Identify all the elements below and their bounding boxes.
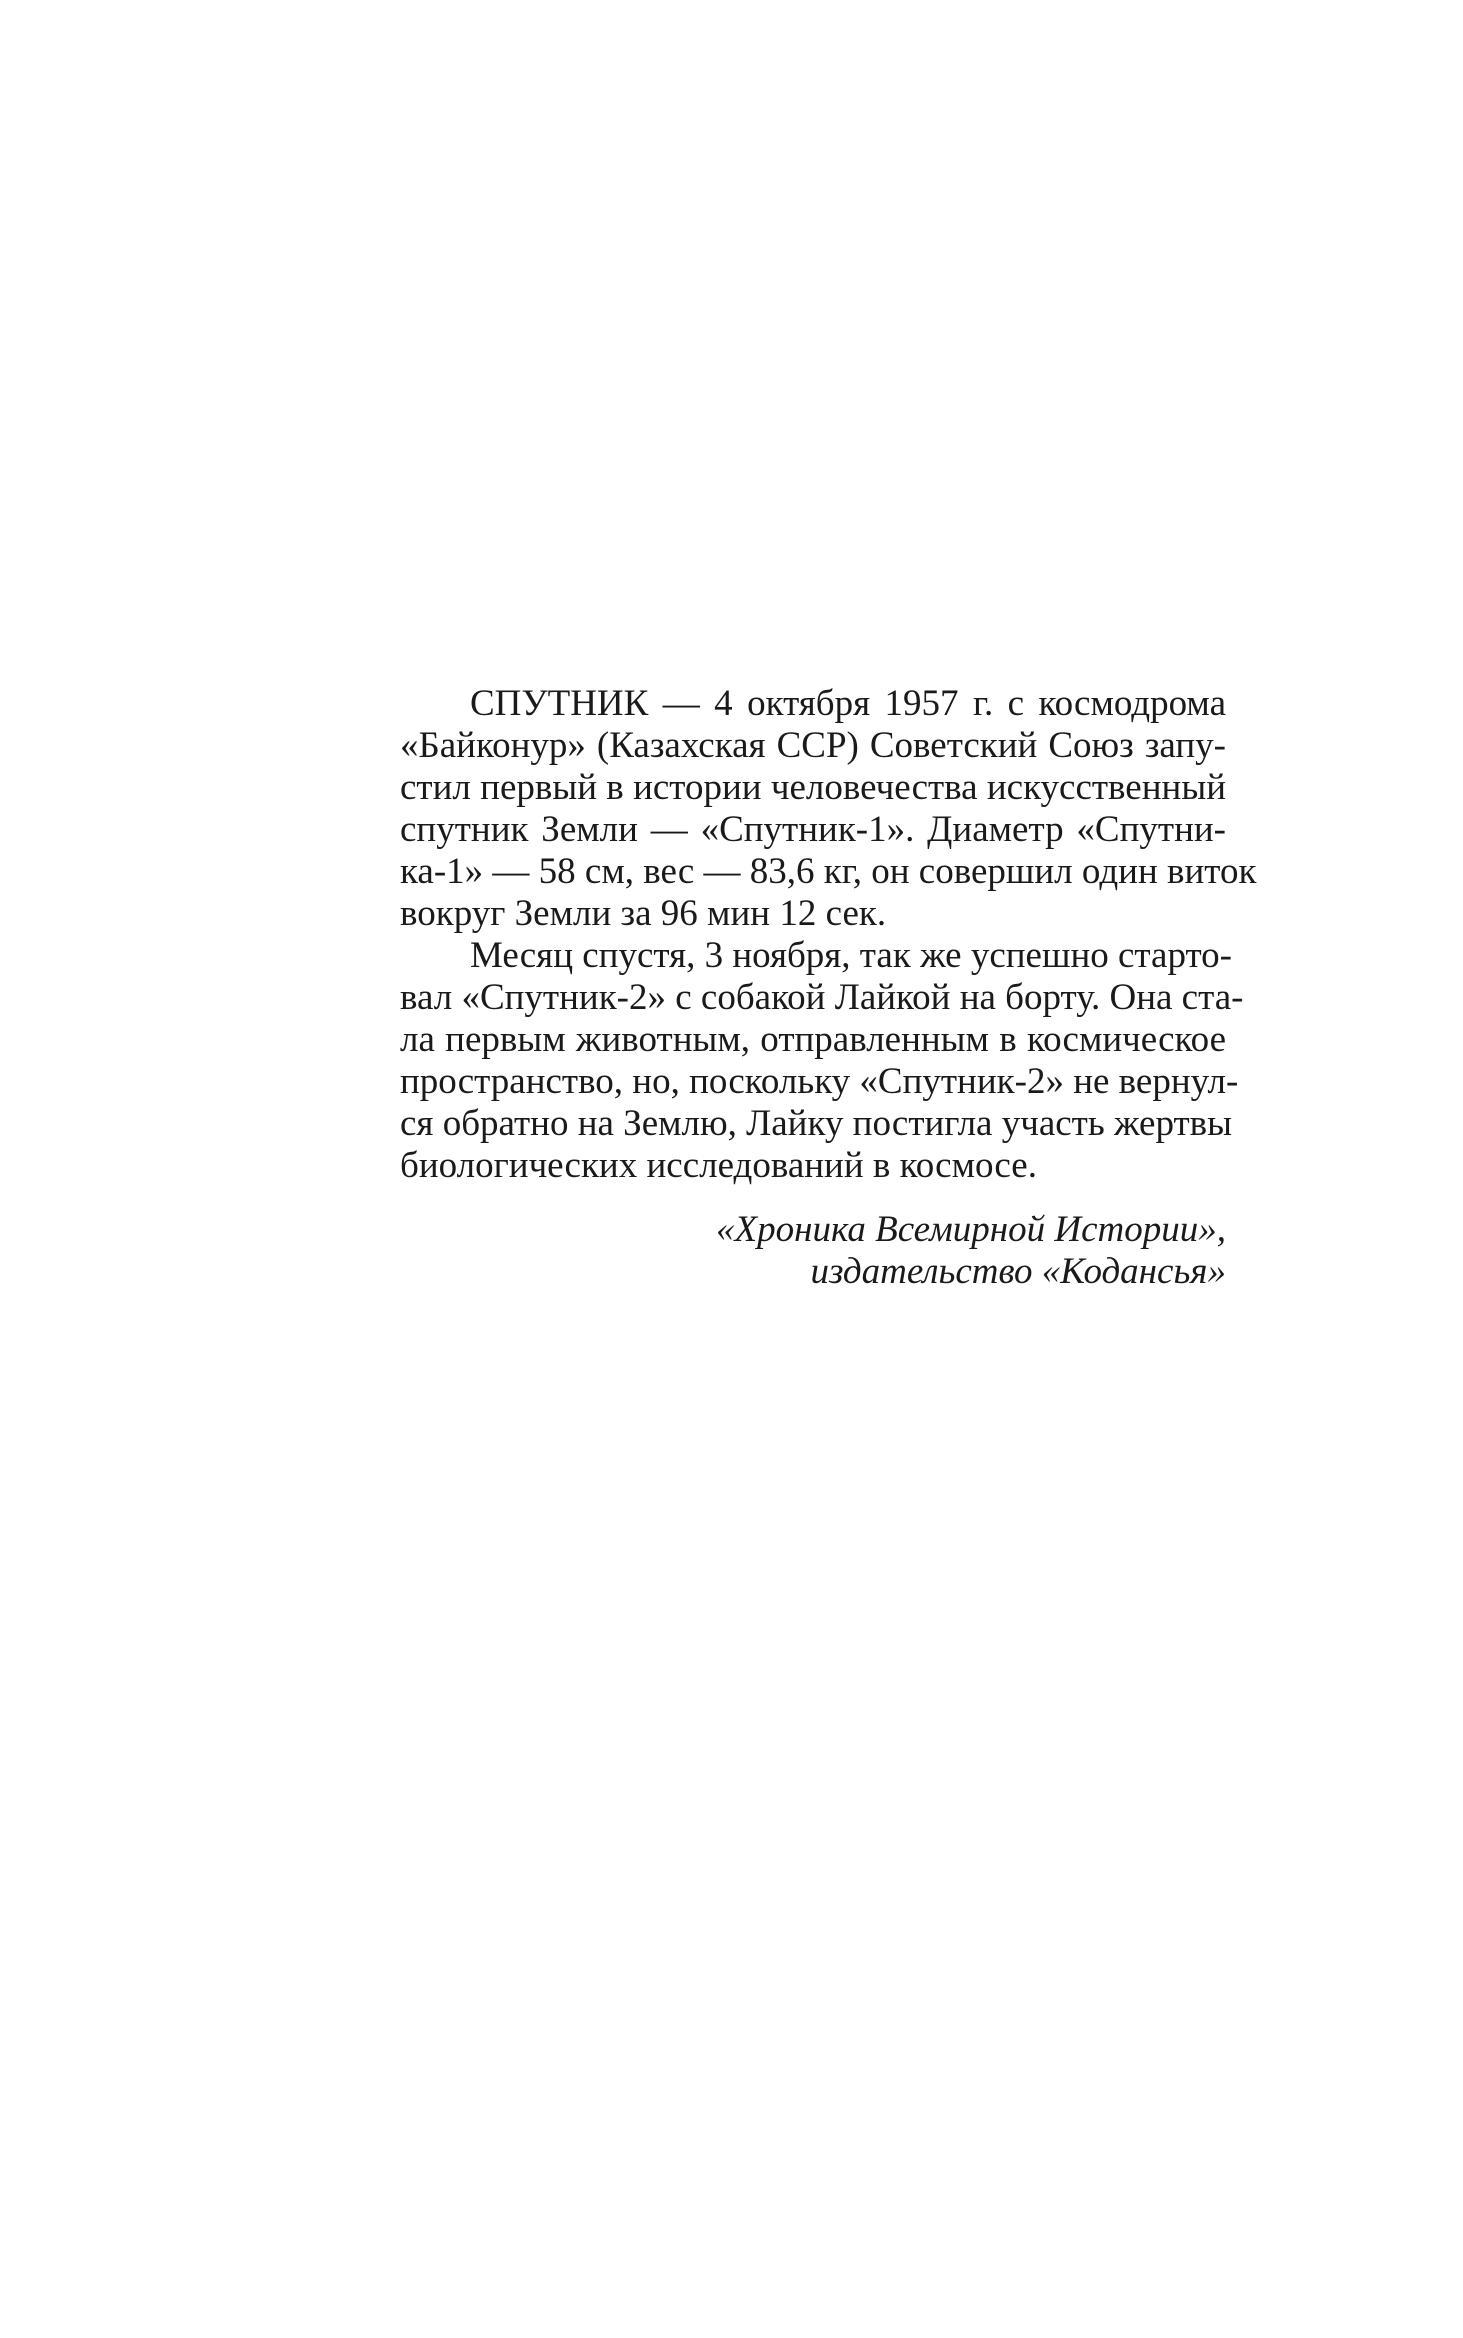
paragraph-line: ла первым животным, отправленным в космическое: [400, 1019, 1226, 1060]
paragraph-line: спутник Земли — «Спутник-1». Диаметр «Спутни-: [400, 809, 1226, 850]
paragraph-line: вал «Спутник-2» с собакой Лайкой на борту. Она ста-: [400, 977, 1244, 1018]
attribution: [400, 1209, 1226, 1293]
paragraph-line: ся обратно на Землю, Лайку постигла участь жертвы: [400, 1103, 1232, 1144]
attribution-publisher: издательство «Кодансья»: [810, 1251, 1226, 1292]
attribution-source: «Хроника Всемирной Истории»,: [716, 1209, 1226, 1250]
paragraph-sputnik-2: [400, 935, 1244, 1187]
epigraph-block: [400, 683, 1257, 1293]
paragraph-line: стил первый в истории человечества искусственный: [400, 767, 1226, 808]
paragraph-line: «Байконур» (Казахская ССР) Советский Союз запу-: [400, 725, 1226, 766]
paragraph-sputnik-1: [400, 683, 1257, 935]
paragraph-line: СПУТНИК — 4 октября 1957 г. с космодрома: [470, 683, 1226, 724]
paragraph-line: Месяц спустя, 3 ноября, так же успешно старто-: [470, 935, 1232, 976]
paragraph-line: биологических исследований в космосе.: [400, 1145, 1037, 1186]
paragraph-line: ка-1» — 58 см, вес — 83,6 кг, он совершил один виток: [400, 851, 1257, 892]
paragraph-line: вокруг Земли за 96 мин 12 сек.: [400, 893, 887, 934]
paragraph-line: пространство, но, поскольку «Спутник-2» не вернул-: [400, 1061, 1239, 1102]
